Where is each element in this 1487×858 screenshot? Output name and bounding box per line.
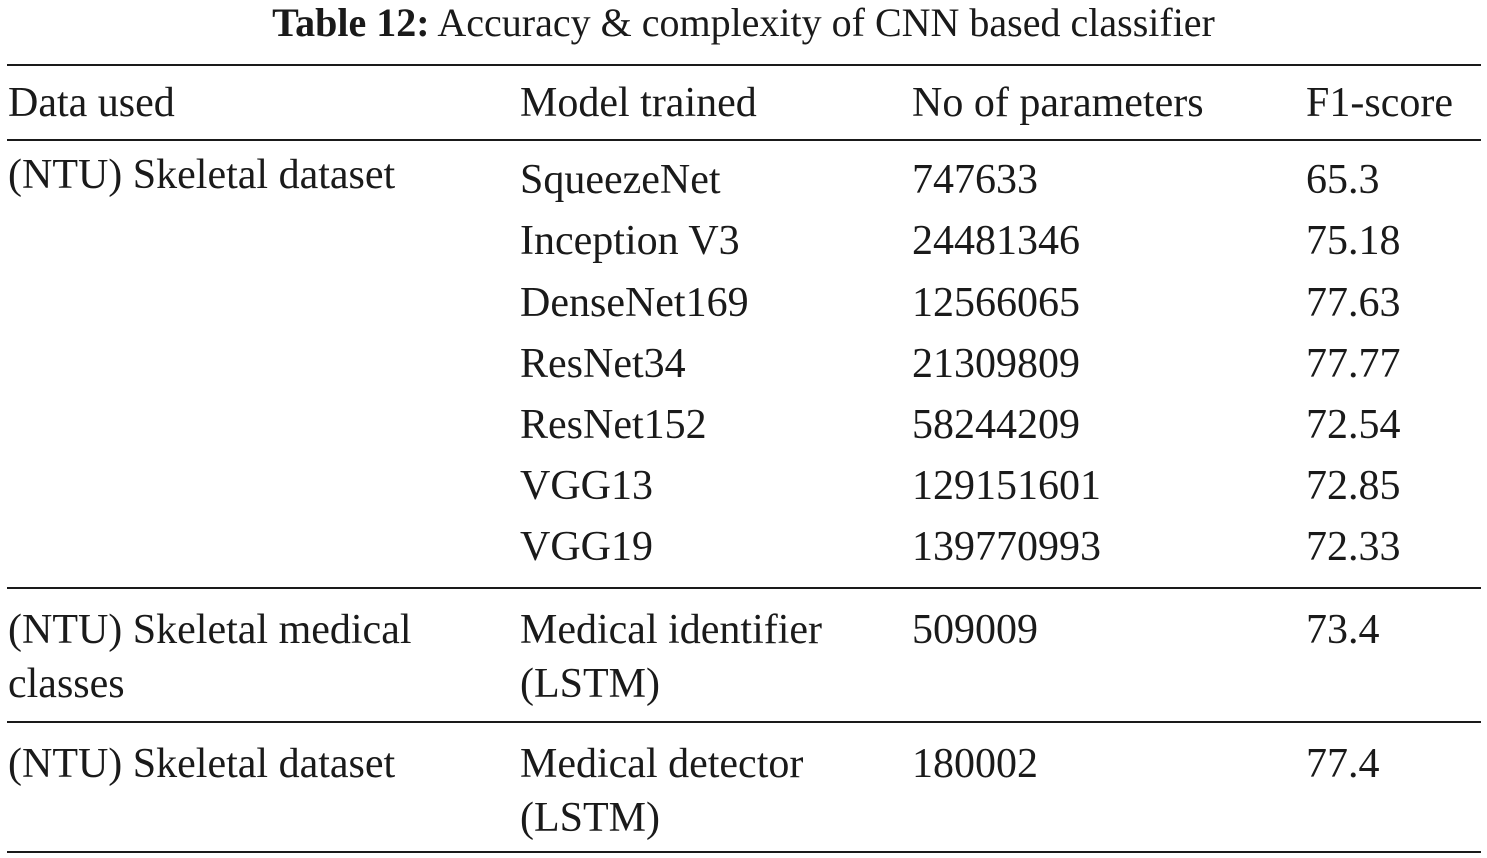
table-caption — [0, 0, 1487, 52]
table-row-f1: 72.85 — [1306, 463, 1401, 509]
table-row-params: 21309809 — [912, 341, 1080, 387]
table-row-params: 180002 — [912, 741, 1038, 787]
group-2-data-used-line-1: (NTU) Skeletal medical — [8, 607, 412, 653]
table-row-params: 24481346 — [912, 218, 1080, 264]
group-1-data-used: (NTU) Skeletal dataset — [8, 152, 396, 198]
header-f1-score: F1-score — [1306, 80, 1453, 126]
header-rule — [7, 139, 1481, 141]
table-row-params: 129151601 — [912, 463, 1101, 509]
group-2-data-used-line-2: classes — [8, 661, 125, 707]
table-row-model: Medical identifier — [520, 607, 823, 653]
table-row-model-line-2: (LSTM) — [520, 795, 660, 841]
table-row-params: 58244209 — [912, 402, 1080, 448]
group-rule — [7, 587, 1481, 589]
group-rule — [7, 721, 1481, 723]
table-row-f1: 75.18 — [1306, 218, 1401, 264]
table-row-model-line-2: (LSTM) — [520, 661, 660, 707]
table-row-f1: 72.54 — [1306, 402, 1401, 448]
table-bottom-rule — [7, 851, 1481, 853]
group-3-data-used: (NTU) Skeletal dataset — [8, 741, 396, 787]
table-row-f1: 73.4 — [1306, 607, 1380, 653]
table-caption-label: Table 12: — [272, 0, 430, 45]
table-top-rule — [7, 64, 1481, 66]
header-no-of-parameters: No of parameters — [912, 80, 1204, 126]
table-row-f1: 65.3 — [1306, 157, 1380, 203]
table-row-model: ResNet152 — [520, 402, 707, 448]
table-row-model: SqueezeNet — [520, 157, 721, 203]
table-row-f1: 72.33 — [1306, 524, 1401, 570]
table-caption-text: Accuracy & complexity of CNN based classifier — [437, 0, 1215, 45]
table-row-model: ResNet34 — [520, 341, 686, 387]
header-model-trained: Model trained — [520, 80, 757, 126]
table-row-params: 747633 — [912, 157, 1038, 203]
table-row-model: Inception V3 — [520, 218, 740, 264]
table-row-params: 12566065 — [912, 280, 1080, 326]
table-row-params: 509009 — [912, 607, 1038, 653]
table-row-f1: 77.77 — [1306, 341, 1401, 387]
table-row-f1: 77.4 — [1306, 741, 1380, 787]
table-row-model: VGG19 — [520, 524, 653, 570]
table-row-model: VGG13 — [520, 463, 653, 509]
header-data-used: Data used — [8, 80, 175, 126]
table-row-model: DenseNet169 — [520, 280, 749, 326]
table-row-f1: 77.63 — [1306, 280, 1401, 326]
table-row-model: Medical detector — [520, 741, 804, 787]
table-row-params: 139770993 — [912, 524, 1101, 570]
